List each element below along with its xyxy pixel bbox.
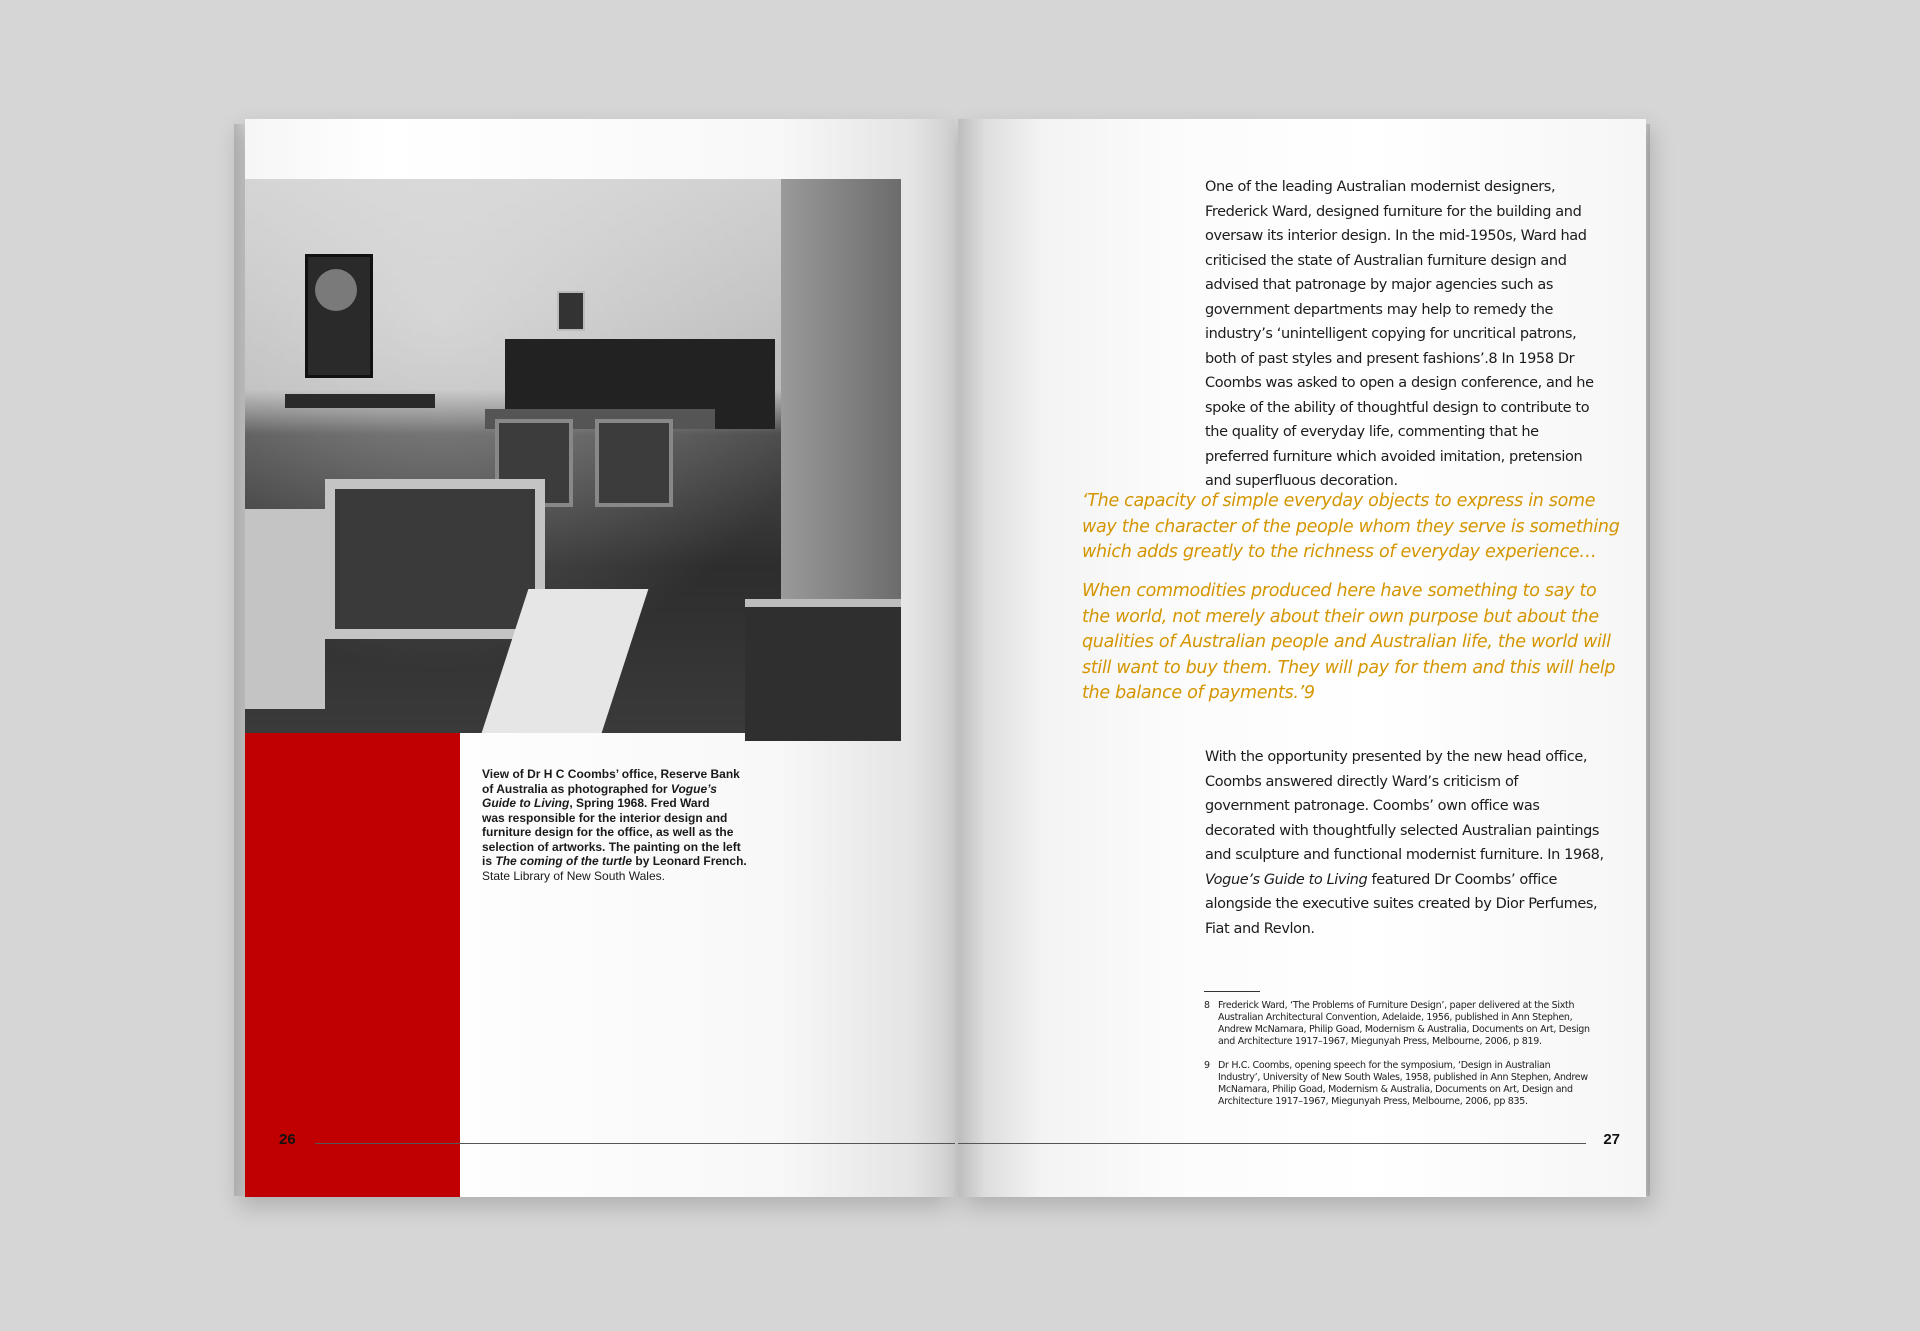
photo-console-table <box>285 394 435 408</box>
caption-line: selection of artworks. The painting on the left <box>482 839 741 854</box>
paragraph-text: With the opportunity presented by the new head office, Coombs answered directly Ward’s criticism of government patronage. Coombs’ own office was decorated with thoughtfully selected Australian paintings and sculpture and functional modernist furniture. In 1968, <box>1205 749 1604 863</box>
footnote-text: Dr H.C. Coombs, opening speech for the symposium, ‘Design in Australian Industry’, University of New South Wales, 1958, published in Ann Stephen, Andrew McNamara, Philip Goad, Modernism & Australia, Documents on Art, Design and Architecture 1917–1967, Miegunyah Press, Melbourne, 2006, pp 835. <box>1218 1060 1588 1107</box>
body-paragraph: One of the leading Australian modernist designers, Frederick Ward, designed furniture for the building and oversaw its interior design. In the mid-1950s, Ward had criticised the state of Australian furniture design and advised that patronage by major agencies such as government departments may help to remedy the industry’s ‘unintelligent copying for uncritical patrons, both of past styles and present fashions’.8 In 1958 Dr Coombs was asked to open a design conference, and he spoke of the ability of thoughtful design to contribute to the quality of everyday life, commenting that he preferred furniture which avoided imitation, pretension and superfluous decoration. <box>1205 179 1594 489</box>
photo-portrait-frame <box>557 291 585 331</box>
caption-line: by Leonard French. <box>635 854 747 868</box>
paragraph-italic: Vogue’s Guide to Living <box>1205 871 1368 888</box>
photo-caption <box>482 767 754 883</box>
caption-line: was responsible for the interior design and <box>482 810 728 825</box>
caption-italic: Guide to Living <box>482 796 570 810</box>
left-page <box>245 119 955 1197</box>
footer-rule <box>315 1143 955 1144</box>
caption-line: furniture design for the office, as well as the <box>482 825 734 839</box>
footer-rule <box>958 1143 1586 1144</box>
caption-italic: Vogue’s <box>670 781 717 796</box>
office-photo <box>245 179 901 733</box>
caption-line: of Australia as photographed for <box>482 781 668 796</box>
pull-quote: When commodities produced here have something to say to the world, not merely about their own purpose but about the qualities of Australian people and Australian life, the world will still want to buy them. They will pay for them and this will help the balance of payments.’9 <box>1082 581 1616 703</box>
photo-desk-chair <box>595 419 673 507</box>
caption-italic: The coming of the turtle <box>495 854 633 868</box>
photo-armchair <box>325 479 545 639</box>
footnote <box>1204 1060 1594 1108</box>
caption-line: , Spring 1968. Fred Ward <box>569 796 710 810</box>
caption-line: View of Dr H C Coombs’ office, Reserve Bank <box>482 767 740 781</box>
caption-line: is <box>482 854 493 868</box>
photo-painting-motif <box>315 269 357 311</box>
pull-quote: ‘The capacity of simple everyday objects to express in some way the character of the people whom they serve is something which adds greatly to the richness of everyday experience… <box>1082 491 1620 562</box>
red-accent-block <box>245 733 460 1197</box>
footnote-rule <box>1204 991 1260 992</box>
caption-credit: State Library of New South Wales. <box>482 868 665 883</box>
footnote-number: 8 <box>1204 1000 1210 1011</box>
footnote-number: 9 <box>1204 1060 1210 1071</box>
right-page <box>958 119 1646 1197</box>
page-number: 26 <box>279 1131 296 1148</box>
page-number: 27 <box>1603 1131 1620 1148</box>
photo-sofa <box>745 599 901 741</box>
footnote <box>1204 1000 1594 1048</box>
body-paragraph <box>1205 745 1605 941</box>
footnote-text: Frederick Ward, ‘The Problems of Furniture Design’, paper delivered at the Sixth Australian Architectural Convention, Adelaide, 1956, published in Ann Stephen, Andrew McNamara, Philip Goad, Modernism & Australia, Documents on Art, Design and Architecture 1917–1967, Miegunyah Press, Melbourne, 2006, p 819. <box>1218 1000 1590 1047</box>
paragraph-text: featured Dr Coombs’ office alongside the executive suites created by Dior Perfumes, Fiat and Revlon. <box>1205 871 1598 937</box>
photo-armchair-side <box>245 509 325 709</box>
